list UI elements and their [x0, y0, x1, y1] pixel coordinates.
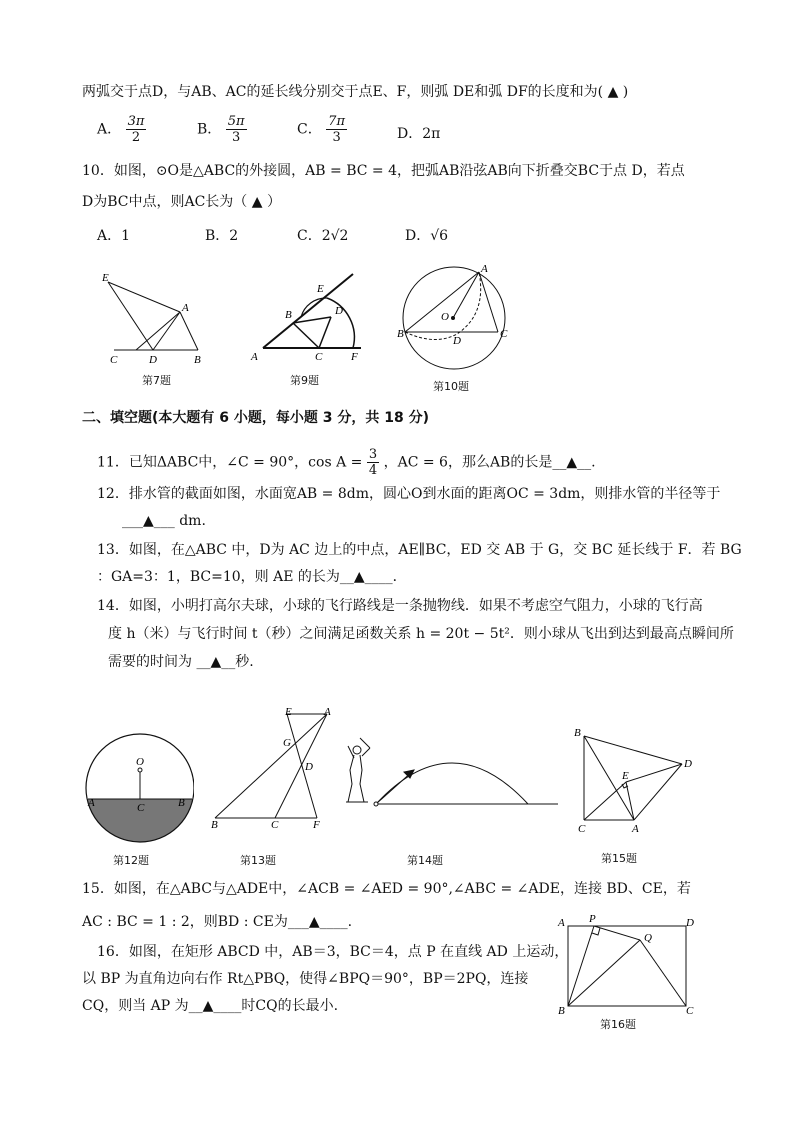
section-2-title: 二、填空题(本大题有 6 小题，每小题 3 分，共 18 分) [82, 410, 430, 426]
svg-text:B: B [178, 797, 185, 809]
svg-text:B: B [558, 1005, 565, 1014]
figure-12 [84, 712, 194, 847]
figure-10 [395, 262, 520, 372]
svg-text:D: D [149, 354, 157, 366]
figure-16 [556, 912, 696, 1014]
q10-option-c: C．2√2 [297, 228, 349, 244]
svg-text:E: E [622, 770, 629, 782]
svg-text:A: A [632, 823, 639, 835]
q12-text-line1: 12．排水管的截面如图，水面宽AB = 8dm，圆心O到水面的距离OC = 3dm，则排水管的半径等于 [97, 486, 721, 502]
q14-text-line2: 度 h（米）与飞行时间 t（秒）之间满足函数关系 h = 20t − 5t²．则小球从飞出到达到最高点瞬间所 [108, 626, 734, 642]
q9-option-d: D．2π [397, 126, 441, 142]
svg-text:Q: Q [644, 932, 652, 944]
q10-text-line1: 10．如图，⊙O是△ABC的外接圆，AB = BC = 4，把弧AB沿弦AB向下折叠交BC于点 D，若点 [82, 163, 685, 179]
svg-text:D: D [684, 758, 692, 770]
svg-text:C: C [578, 823, 586, 835]
svg-text:O: O [136, 756, 144, 768]
q16-text-line3: CQ，则当 AP 为__▲____时CQ的长最小. [82, 998, 339, 1014]
caption-fig14: 第14题 [407, 854, 443, 867]
caption-fig9: 第9题 [290, 374, 319, 387]
figure-14 [340, 726, 560, 811]
q15-text-line2: AC : BC = 1 : 2，则BD : CE为___▲____. [82, 914, 353, 930]
caption-fig12: 第12题 [113, 854, 149, 867]
figure-15 [570, 722, 705, 837]
svg-text:G: G [283, 737, 291, 749]
q14-text-line3: 需要的时间为 __▲__秒. [108, 654, 254, 670]
svg-text:F: F [313, 819, 320, 831]
q14-text-line1: 14．如图，小明打高尔夫球，小球的飞行路线是一条抛物线．如果不考虑空气阻力，小球的飞行高 [97, 598, 703, 614]
figure-9 [245, 268, 370, 368]
svg-text:A: A [251, 351, 258, 363]
svg-text:B: B [574, 727, 581, 739]
q9-option-a: A． $\frac{3\pi}{2}$ [97, 114, 145, 145]
figure-7 [98, 268, 213, 368]
q10-text-line2: D为BC中点，则AC长为（ ▲ ） [82, 194, 281, 210]
svg-text:C: C [110, 354, 118, 366]
svg-text:A: A [558, 917, 565, 929]
svg-text:B: B [194, 354, 201, 366]
caption-fig16: 第16题 [600, 1018, 636, 1031]
svg-text:D: D [335, 305, 343, 317]
q11-text: 11．已知ΔABC中，∠C = 90°，cos A = $\frac{3}{4}$ ，AC = 6，那么AB的长是__▲__. [97, 447, 596, 478]
caption-fig10: 第10题 [433, 380, 469, 393]
q15-text-line1: 15．如图，在△ABC与△ADE中，∠ACB = ∠AED = 90°,∠ABC = ∠ADE，连接 BD、CE，若 [82, 881, 691, 897]
q9-option-b: B． $\frac{5\pi}{3}$ [197, 114, 245, 145]
svg-text:E: E [285, 706, 292, 718]
svg-text:C: C [271, 819, 279, 831]
svg-text:B: B [285, 309, 292, 321]
svg-text:A: A [182, 302, 189, 314]
svg-text:B: B [211, 819, 218, 831]
svg-text:C: C [500, 328, 508, 340]
q9-text: 两弧交于点D，与AB、AC的延长线分别交于点E、F，则弧 DE和弧 DF的长度和为( ▲ ) [82, 84, 629, 100]
q10-option-d: D．√6 [405, 228, 449, 244]
q10-option-b: B．2 [205, 228, 239, 244]
svg-text:A: A [481, 263, 488, 275]
svg-text:A: A [324, 706, 331, 718]
svg-text:E: E [317, 283, 324, 295]
svg-text:E: E [102, 272, 109, 284]
q13-text-line2: ：GA=3：1，BC=10，则 AE 的长为__▲____． [97, 569, 407, 585]
svg-text:B: B [397, 328, 404, 340]
svg-text:D: D [686, 917, 694, 929]
figure-13 [205, 706, 340, 831]
svg-text:F: F [351, 351, 358, 363]
caption-fig15: 第15题 [601, 852, 637, 865]
q12-text-line2: ___▲___ dm. [122, 513, 206, 529]
svg-text:O: O [441, 311, 449, 323]
caption-fig13: 第13题 [240, 854, 276, 867]
svg-text:D: D [453, 335, 461, 347]
svg-text:C: C [137, 802, 145, 814]
q9-option-c: C． $\frac{7\pi}{3}$ [297, 114, 345, 145]
caption-fig7: 第7题 [142, 374, 171, 387]
q16-text-line1: 16．如图，在矩形 ABCD 中，AB＝3，BC＝4，点 P 在直线 AD 上运动， [97, 944, 569, 960]
svg-text:A: A [88, 797, 95, 809]
svg-text:C: C [315, 351, 323, 363]
svg-text:C: C [686, 1005, 694, 1014]
svg-text:P: P [589, 913, 596, 925]
svg-text:D: D [305, 761, 313, 773]
q16-text-line2: 以 BP 为直角边向右作 Rt△PBQ，使得∠BPQ＝90°，BP＝2PQ，连接 [82, 971, 529, 987]
q13-text-line1: 13．如图，在△ABC 中，D为 AC 边上的中点，AE∥BC，ED 交 AB 于 G，交 BC 延长线于 F．若 BG [97, 542, 742, 558]
q10-option-a: A．1 [97, 228, 131, 244]
